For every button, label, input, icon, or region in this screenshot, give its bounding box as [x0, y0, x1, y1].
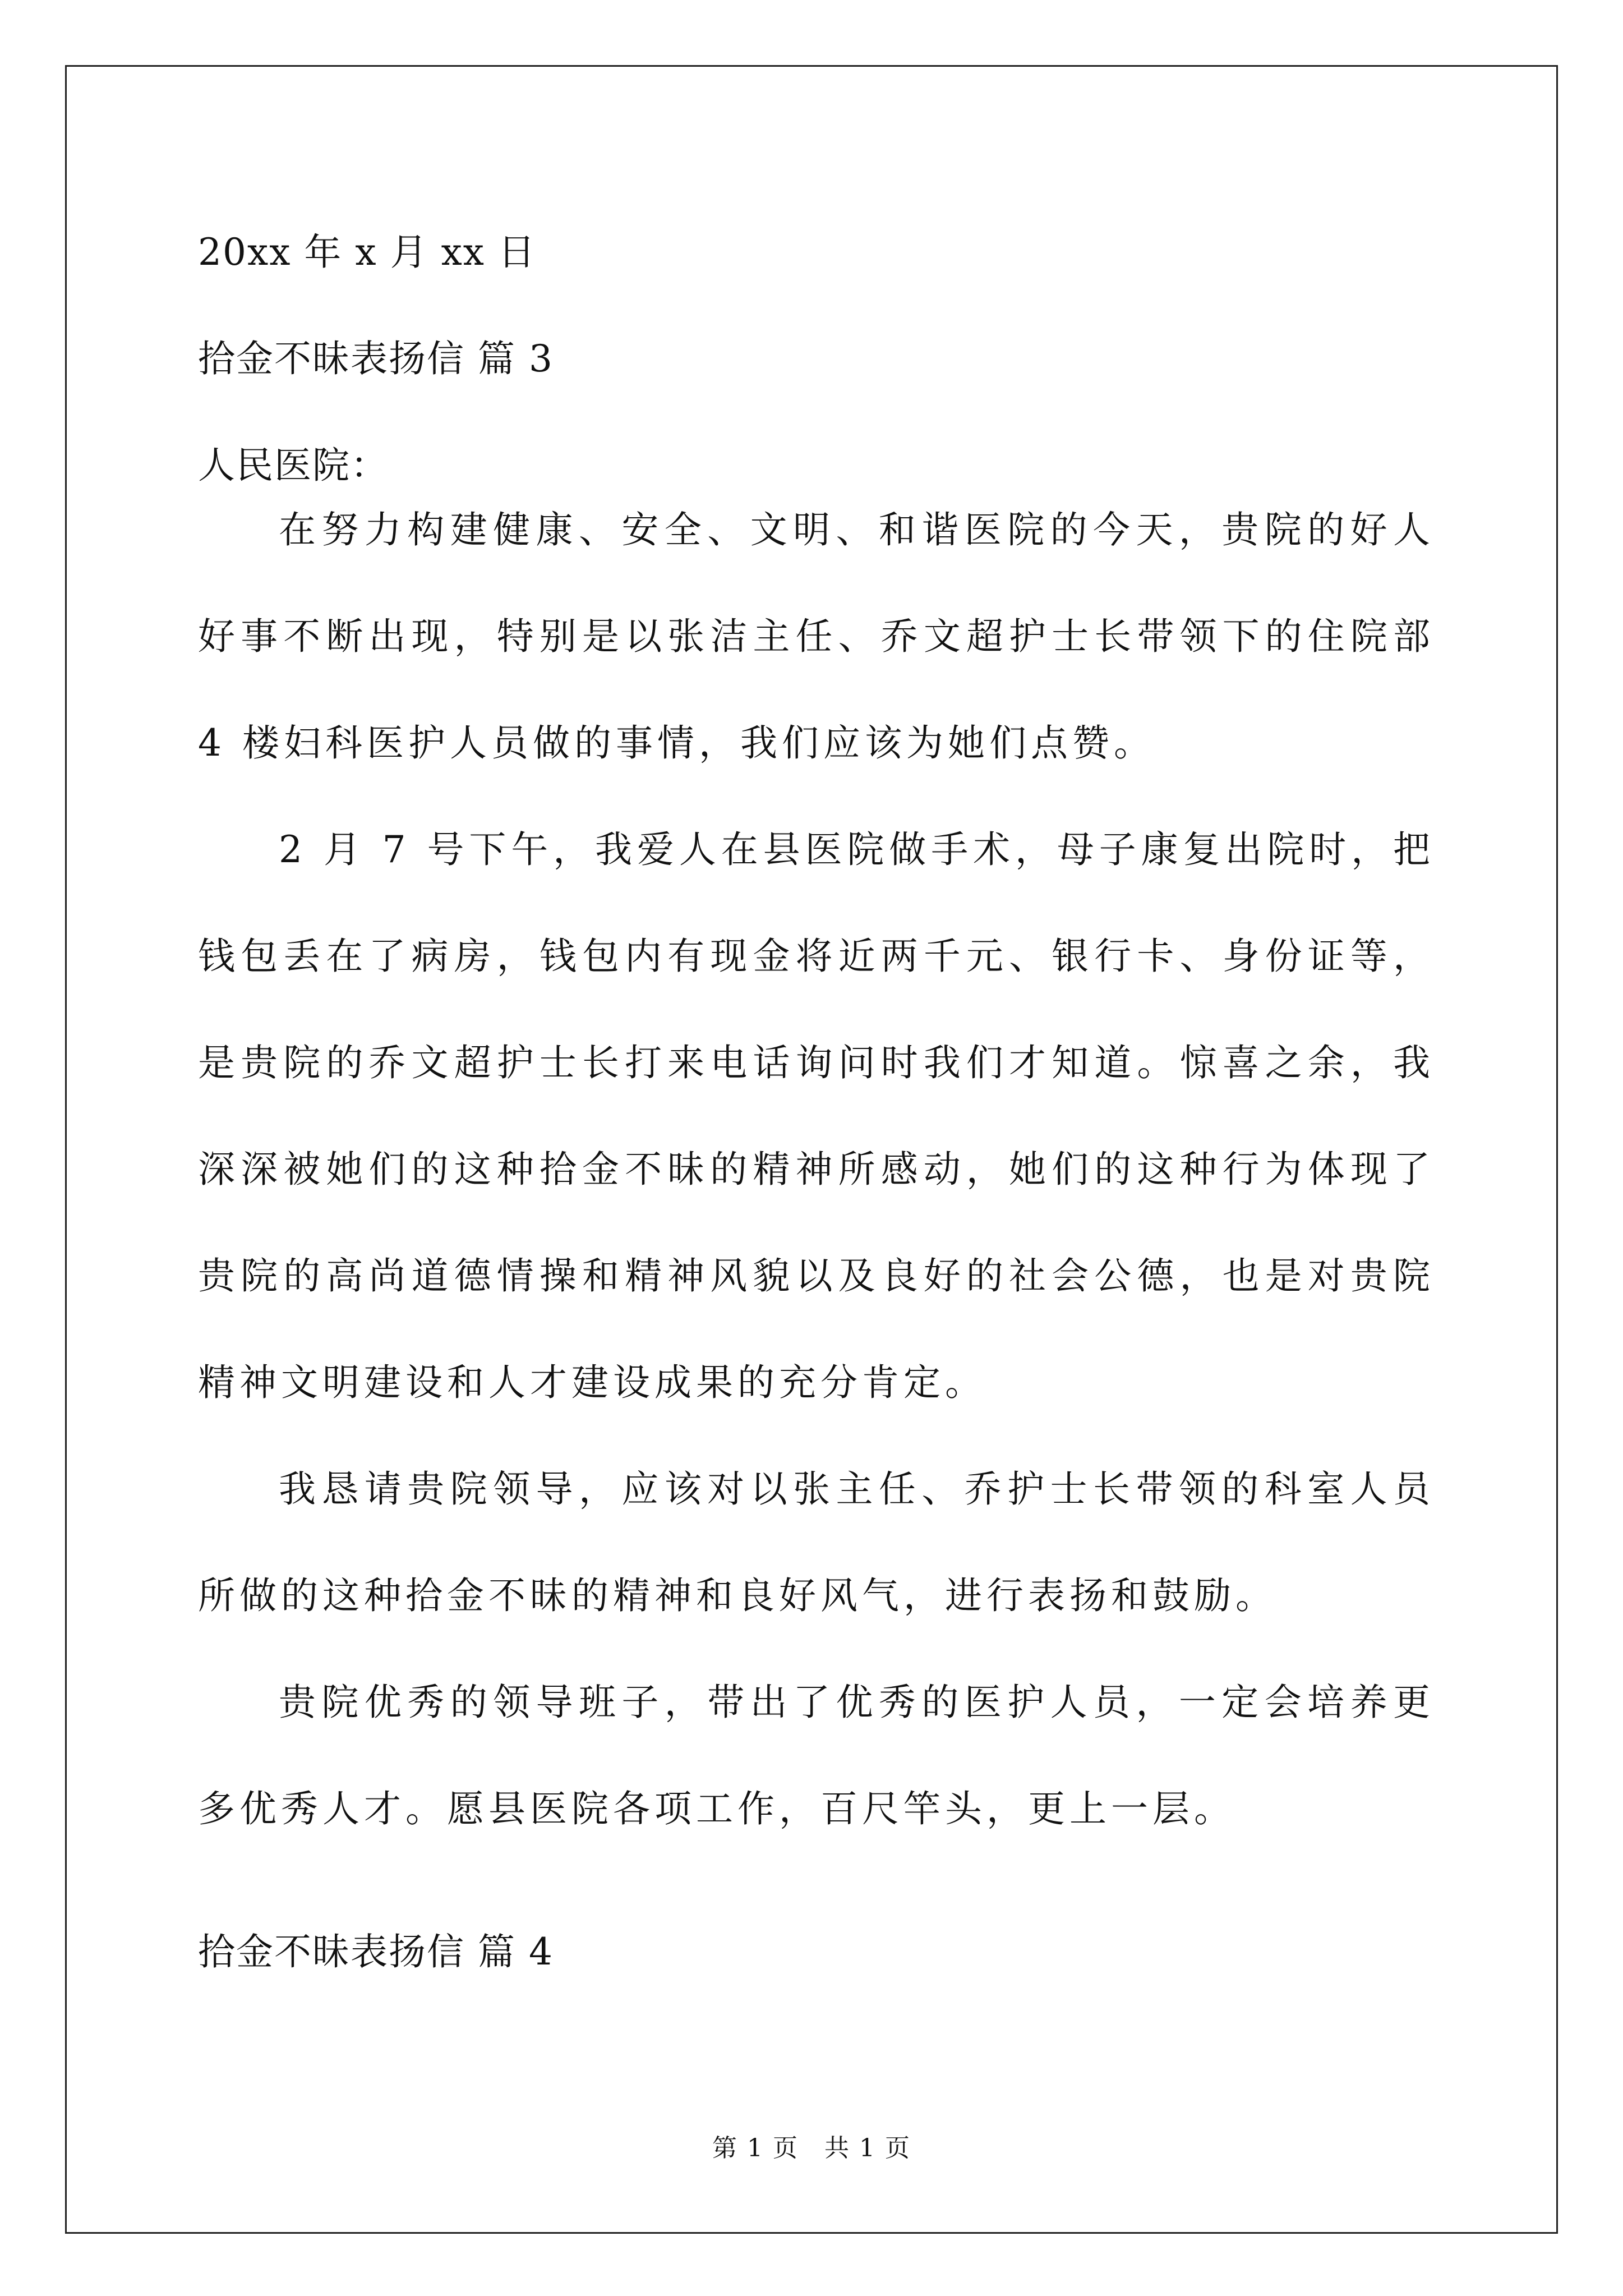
- page-footer: 第 1 页 共 1 页: [712, 2134, 911, 2162]
- date-line: 20xx 年 x 月 xx 日: [198, 231, 536, 274]
- salutation: 人民医院：: [198, 444, 389, 487]
- section-heading-3: 拾金不昧表扬信 篇 3: [198, 337, 554, 380]
- paragraph-1: 在努力构建健康、安全、文明、和谐医院的今天，贵院的好人好事不断出现，特别是以张洁主任、乔文超护士长带领下的住院部 4 楼妇科医护人员做的事情，我们应该为她们点赞。: [198, 508, 1435, 765]
- paragraph-2: 2 月 7 号下午，我爱人在县医院做手术，母子康复出院时，把钱包丢在了病房，钱包内有现金将近两千元、银行卡、身份证等，是贵院的乔文超护士长打来电话询问时我们才知道。惊喜之余，我深深被她们的这种拾金不昧的精神所感动，她们的这种行为体现了贵院的高尚道德情操和精神风貌以及良好的社会公德，也是对贵院精神文明建设和人才建设成果的充分肯定。: [198, 828, 1435, 1404]
- paragraph-3: 我恳请贵院领导，应该对以张主任、乔护士长带领的科室人员所做的这种拾金不昧的精神和良好风气，进行表扬和鼓励。: [198, 1467, 1435, 1617]
- paragraph-4: 贵院优秀的领导班子，带出了优秀的医护人员，一定会培养更多优秀人才。愿县医院各项工作，百尺竿头，更上一层。: [198, 1681, 1435, 1830]
- section-heading-4: 拾金不昧表扬信 篇 4: [198, 1930, 554, 1973]
